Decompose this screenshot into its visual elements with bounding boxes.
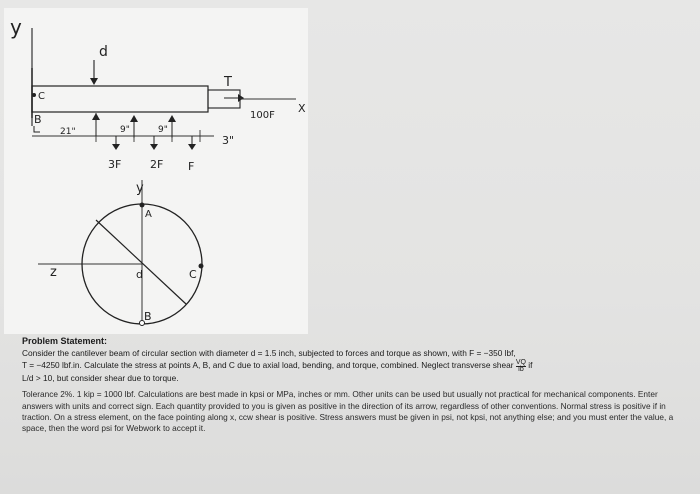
force-arrow-1 <box>92 113 100 120</box>
problem-title: Problem Statement: <box>22 336 108 346</box>
label-100F: 100F <box>250 110 275 121</box>
label-b: B <box>34 113 42 126</box>
force-arrow-3 <box>168 115 176 122</box>
label-F: F <box>188 160 195 173</box>
label-dim-21: 21" <box>60 127 76 137</box>
torque-arrow-head <box>238 94 244 102</box>
beam-end-segment <box>208 90 240 108</box>
problem-paragraph-2: Tolerance 2%. 1 kip = 1000 lbf. Calculations are best made in kpsi or MPa, inches or mm. Other units can be used but usually not practical for mechanical components. Enter answers with units and correct sign. Each quantity provided to you is given as positive in the direction of its arrow, regardless of other conventions. Normal stress is positive if in traction. On a stress element, on the face pointing along x, ccw shear is positive. Stress answers must be given in psi, not kpsi, not anything else; and you must enter the value, a space, then the word psi for Webwork to accept it. <box>22 389 674 434</box>
section-point-c <box>199 264 204 269</box>
section-point-a <box>140 203 145 208</box>
label-d: d <box>99 44 108 60</box>
label-c: C <box>38 91 45 102</box>
section-diameter-line <box>96 220 186 304</box>
point-c-marker <box>32 93 36 97</box>
problem-if: if <box>528 359 533 370</box>
problem-line-3: L/d > 10, but consider shear due to torque. <box>22 372 179 383</box>
shear-fraction <box>516 360 526 373</box>
label-section-c: C <box>189 268 197 281</box>
d-arrow-head <box>90 78 98 85</box>
label-T: T <box>224 75 232 90</box>
problem-paragraph-1 <box>22 348 682 384</box>
label-x: X <box>298 102 306 115</box>
label-y-top: y <box>10 15 22 39</box>
problem-line-2: T = −4250 lbf.in. Calculate the stress at points A, B, and C due to axial load, bending, and torque, combined. Neglect transverse shear <box>22 359 514 370</box>
label-section-d: d <box>136 268 143 281</box>
problem-line-1: Consider the cantilever beam of circular section with diameter d = 1.5 inch, subjected to forces and torque as shown, with F = −350 lbf, <box>22 348 516 359</box>
point-b-marker <box>34 126 40 132</box>
label-dim-9a: 9" <box>120 125 130 135</box>
label-dim-3: 3" <box>222 134 235 147</box>
label-dim-9b: 9" <box>158 125 168 135</box>
fraction-denominator: Ib <box>517 365 524 373</box>
beam-diagram <box>4 8 308 334</box>
fraction-numerator: VQ <box>515 358 526 366</box>
label-3F: 3F <box>108 158 122 171</box>
problem-text <box>22 336 682 435</box>
label-section-b: B <box>144 310 152 323</box>
label-2F: 2F <box>150 158 164 171</box>
beam-figure <box>4 8 308 334</box>
label-section-a: A <box>145 209 152 220</box>
label-section-y: y <box>136 181 144 196</box>
force-arrow-2 <box>130 115 138 122</box>
label-section-z: z <box>50 265 57 280</box>
beam-body <box>32 86 208 112</box>
